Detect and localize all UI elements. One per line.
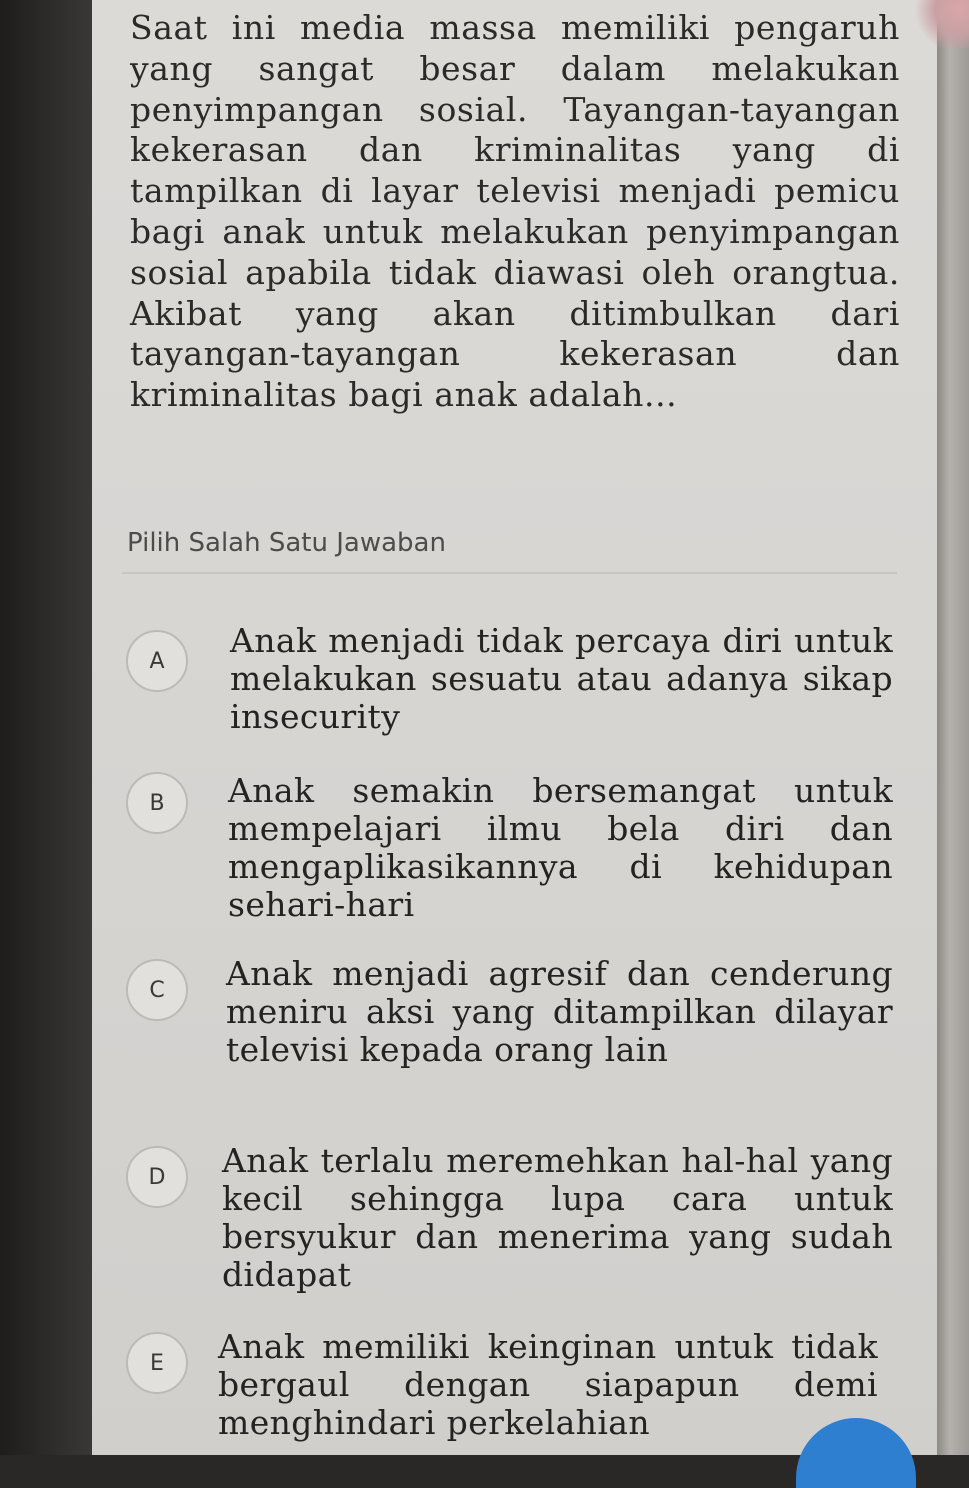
option-text-d: Anak terlalu meremehkan hal-hal yang kecil sehingga lupa cara untuk bersyukur dan menerima yang sudah didapat (222, 1141, 893, 1294)
answer-option-d[interactable] (118, 1142, 893, 1307)
divider (122, 572, 897, 574)
option-letter-a: A (126, 630, 188, 692)
question-text: Saat ini media massa memiliki pengaruh yang sangat besar dalam melakukan penyimpangan sosial. Tayangan-tayangan kekerasan dan kriminalitas yang di tampilkan di layar televisi menjadi pemicu bagi anak untuk melakukan penyimpangan sosial apabila tidak diawasi oleh orangtua. Akibat yang akan ditimbulkan dari tayangan-tayangan kekerasan dan kriminalitas bagi anak adalah... (130, 8, 900, 415)
option-text-a: Anak menjadi tidak percaya diri untuk melakukan sesuatu atau adanya sikap insecurity (230, 621, 893, 736)
option-letter-b: B (126, 772, 188, 834)
answer-option-c[interactable] (118, 955, 893, 1120)
answer-option-e[interactable] (118, 1326, 893, 1455)
device-bezel-left (0, 0, 92, 1455)
corner-glare (915, 0, 969, 48)
device-bezel-right (937, 0, 969, 1455)
answer-option-a[interactable] (118, 618, 893, 753)
option-letter-d: D (126, 1146, 188, 1208)
answer-option-b[interactable] (118, 768, 893, 933)
option-text-b: Anak semakin bersemangat untuk mempelajari ilmu bela diri dan mengaplikasikannya di kehidupan sehari-hari (228, 771, 893, 924)
option-letter-e: E (126, 1332, 188, 1394)
option-letter-c: C (126, 959, 188, 1021)
option-text-e: Anak memiliki keinginan untuk tidak bergaul dengan siapapun demi menghindari perkelahian (218, 1327, 878, 1442)
answer-instruction: Pilih Salah Satu Jawaban (127, 528, 446, 558)
option-text-c: Anak menjadi agresif dan cenderung meniru aksi yang ditampilkan dilayar televisi kepada orang lain (226, 954, 893, 1069)
